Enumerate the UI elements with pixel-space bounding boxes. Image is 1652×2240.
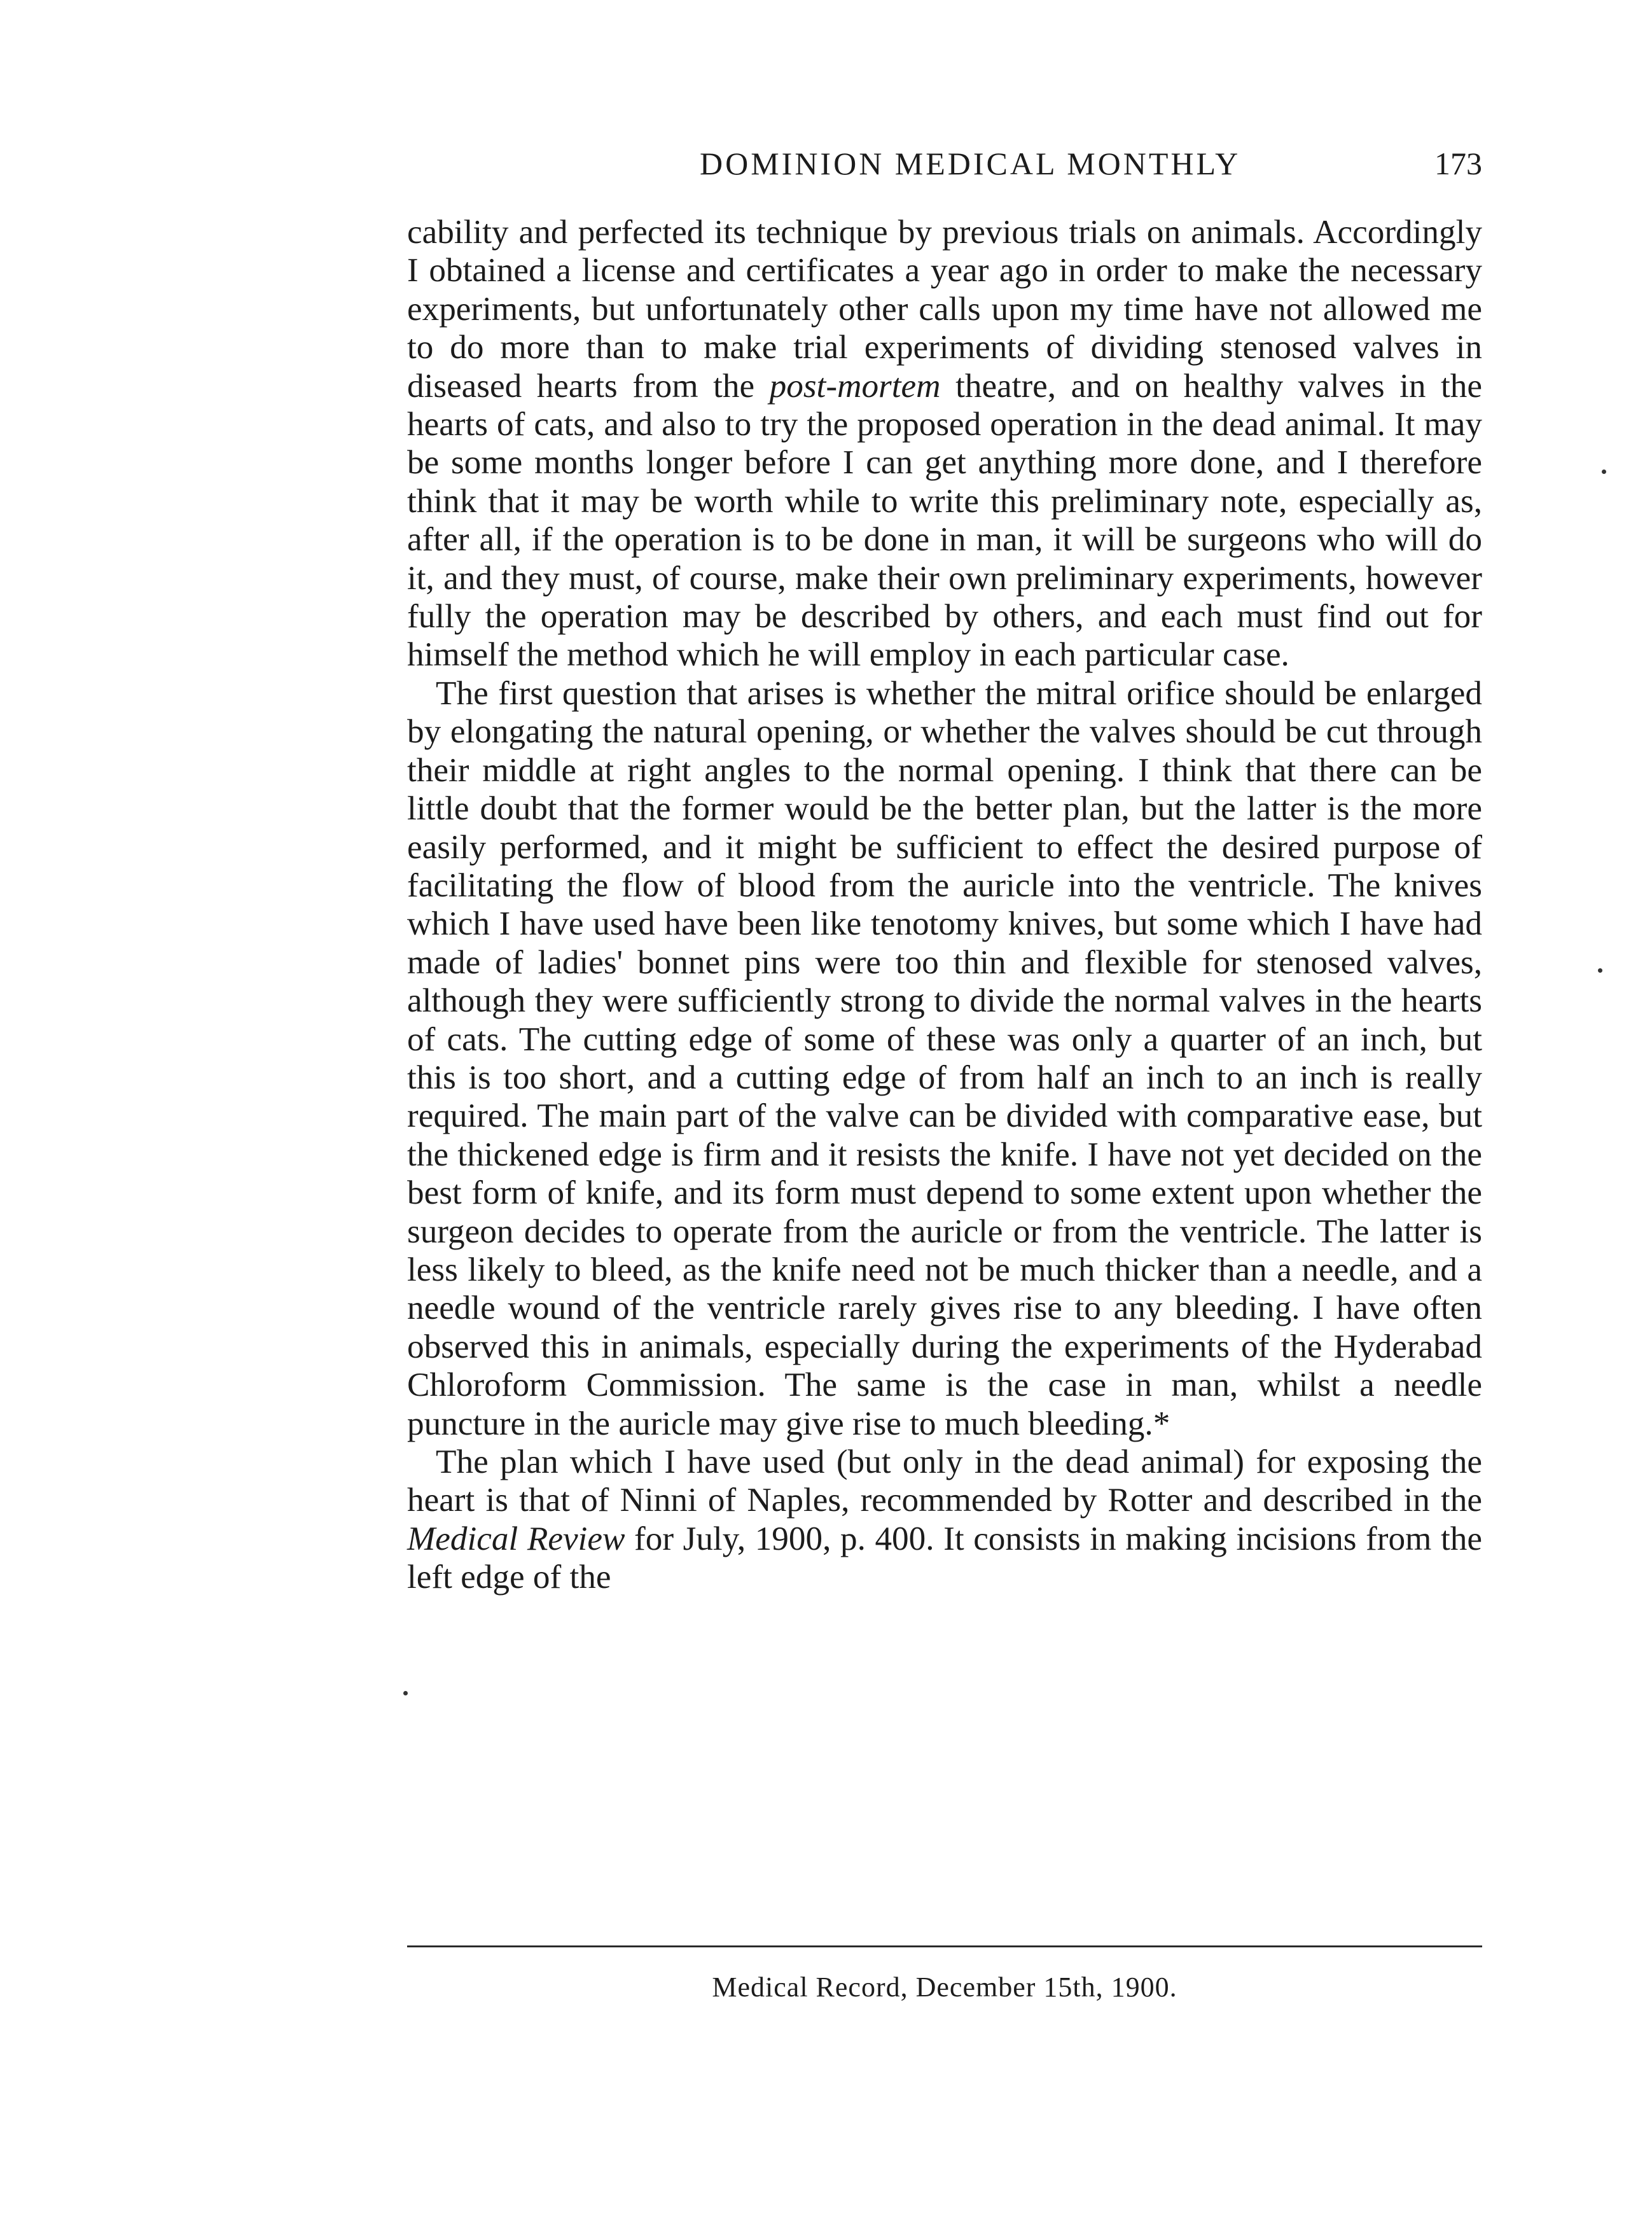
footnote: Medical Record, December 15th, 1900. <box>712 1972 1177 2003</box>
paragraph-3-text-cont: for July, 1900, p. 400. It consists in making incisions from the left edge of the <box>407 1519 1482 1596</box>
paragraph-1-text: cability and perfected its technique by previous trials on animals. Accordingly I obtained a license and certificates a year ago in order to make the necessary experiments, but unfortunately other calls upon my time have not allowed me to do more than to make trial experiments of dividing stenosed valves in diseased hearts from the <box>407 213 1482 405</box>
running-title: DOMINION MEDICAL MONTHLY <box>700 146 1241 181</box>
page-number: 173 <box>1434 146 1482 181</box>
italic-term-post-mortem: post-mortem <box>769 366 941 405</box>
paragraph-3-text: The plan which I have used (but only in the dead animal) for exposing the heart is that of Ninni of Naples, recommended by Rotter and described in the <box>407 1443 1482 1519</box>
paragraph-1-text-cont: theatre, and on healthy valves in the hearts of cats, and also to try the proposed operation in the dead animal. It may be some months longer before I can get anything more done, and I therefore think that it may be worth while to write this preliminary note, especially as, after all, if the operation is to be done in man, it will be surgeons who will do it, and they must, of course, make their own preliminary experiments, however fully the operation may be described by others, and each must find out for himself the method which he will employ in each particular case. <box>407 366 1482 674</box>
scan-speck <box>403 1691 408 1695</box>
page-header <box>407 145 1482 202</box>
paragraph-3 <box>407 1443 1482 1597</box>
scan-speck <box>1598 968 1602 973</box>
footnote-divider <box>407 1945 1482 1947</box>
italic-journal-title: Medical Review <box>407 1519 625 1557</box>
scan-speck <box>1602 470 1606 474</box>
paragraph-2: The first question that arises is whether the mitral orifice should be enlarged by elongating the natural opening, or whether the valves should be cut through their middle at right angles to the normal opening. I think that there can be little doubt that the former would be the better plan, but the latter is the more easily performed, and it might be sufficient to effect the desired purpose of facilitating the flow of blood from the auricle into the ventricle. The knives which I have used have been like tenotomy knives, but some which I have had made of ladies' bonnet pins were too thin and flexible for stenosed valves, although they were sufficiently strong to divide the normal valves in the hearts of cats. The cutting edge of some of these was only a quarter of an inch, but this is too short, and a cutting edge of from half an inch to an inch is really required. The main part of the valve can be divided with comparative ease, but the thickened edge is firm and it resists the knife. I have not yet decided on the best form of knife, and its form must depend to some extent upon whether the surgeon decides to operate from the auricle or from the ventricle. The latter is less likely to bleed, as the knife need not be much thicker than a needle, and a needle wound of the ventricle rarely gives rise to any bleeding. I have often observed this in animals, especially during the experiments of the Hyderabad Chloroform Commission. The same is the case in man, whilst a needle puncture in the auricle may give rise to much bleeding.* <box>407 674 1482 1442</box>
body-text <box>407 213 1482 1597</box>
paragraph-1 <box>407 213 1482 674</box>
